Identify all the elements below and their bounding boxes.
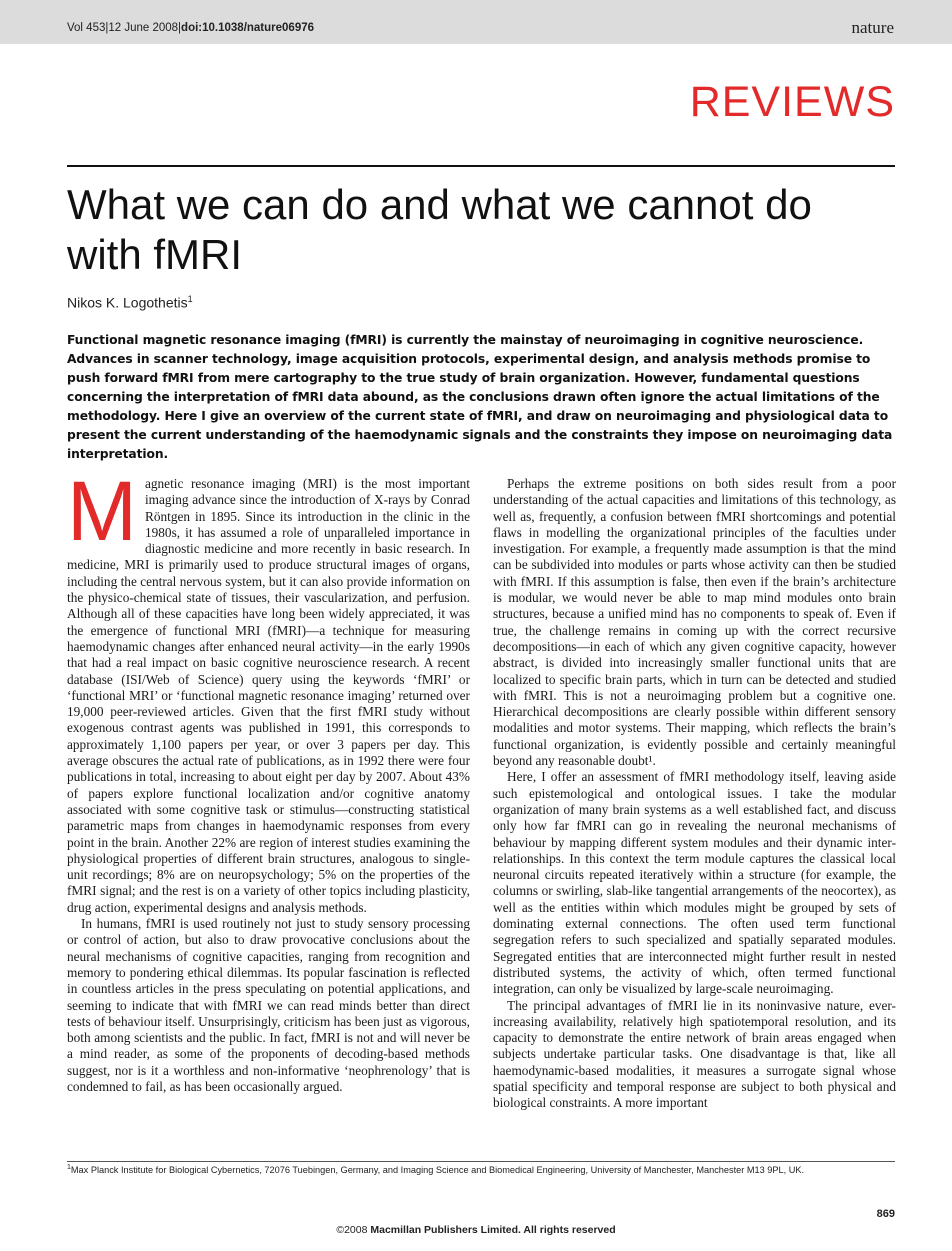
drop-cap: M: [67, 464, 137, 558]
issue-metadata: [67, 22, 314, 34]
author-name: Nikos K. Logothetis: [67, 294, 188, 311]
body-column-right: [493, 476, 896, 1112]
author-affiliation-mark: 1: [187, 294, 193, 304]
author-line: [67, 294, 193, 311]
affiliation-text: Max Planck Institute for Biological Cybernetics, 72076 Tuebingen, Germany, and Imaging Science and Biomedical Engineering, University of Manchester, Manchester M13 9PL, UK.: [70, 1165, 805, 1176]
page-number: 869: [876, 1208, 895, 1220]
journal-name: nature: [851, 18, 894, 37]
footnote-mark: 1: [67, 1164, 71, 1171]
copyright-text: Macmillan Publishers Limited. All rights reserved: [367, 1224, 616, 1236]
body-paragraph-5: The principal advantages of fMRI lie in its noninvasive nature, ever-increasing availability, relatively high spatiotemporal resolution, and its capacity to demonstrate the entire network of brain areas engaged when subjects undertake particular tasks. One disadvantage is that, like all haemodynamic-based modalities, it measures a surrogate signal whose spatial specificity and temporal response are subject to both physical and biological constraints. A more important: [493, 997, 896, 1111]
copyright-line: [0, 1224, 952, 1236]
section-label: REVIEWS: [689, 78, 895, 126]
body-paragraph-2: In humans, fMRI is used routinely not just to study sensory processing or control of action, but also to draw provocative conclusions about the neural mechanisms of cognitive capacities, ranging from recognition and memory to pondering ethical dilemmas. Its popular fascination is reflected in countless articles in the press speculating on potential applications, and seeming to indicate that with fMRI we can read minds better than direct tests of behaviour itself. Unsurprisingly, criticism has been just as vigorous, both among scientists and the public. In fact, fMRI is not and will never be a mind reader, as some of the proponents of decoding-based methods suggest, nor is it a worthless and non-informative ‘neophrenology’ that is condemned to fail, as has been occasionally argued.: [67, 916, 470, 1094]
doi-link[interactable]: doi:10.1038/nature06976: [181, 22, 315, 34]
affiliation-footnote: [67, 1164, 907, 1175]
body-column-left: [67, 464, 470, 1095]
copyright-year: ©2008: [336, 1224, 368, 1236]
abstract: Functional magnetic resonance imaging (fMRI) is currently the mainstay of neuroimaging in cognitive neuroscience. Advances in scanner technology, image acquisition protocols, experimental design, and analysis methods promise to push forward fMRI from mere cartography to the true study of brain organization. However, fundamental questions concerning the interpretation of fMRI data abound, as the conclusions drawn often ignore the actual limitations of the methodology. Here I give an overview of the current state of fMRI, and draw on neuroimaging and physiological data to present the current understanding of the haemodynamic signals and the constraints they impose on neuroimaging data interpretation.: [67, 333, 893, 461]
body-paragraph-3: Perhaps the extreme positions on both sides result from a poor understanding of the actual capacities and limitations of this technology, as well as, frequently, a confusion between fMRI shortcomings and potential flaws in modelling the organizational principles of the faculties under investigation. For example, a frequently made assumption is that the mind can be subdivided into modules or parts whose activity can then be studied with fMRI. If this assumption is false, then even if the brain’s architecture is modular, we would never be able to map mind modules onto brain structures, because a unified mind has no components to speak of. Even if true, the challenge remains in coming up with the correct recursive decompositions—in each of which any given cognitive capacity, however abstract, is divided into increasingly smaller functional units that are localized to specific brain parts, which in turn can be detected and studied with fMRI. This is not a neuroimaging problem but a cognitive one. Hierarchical decompositions are clearly possible within different sensory modalities and motor systems. Their mapping, which reflects the brain’s functional organization, is evidently possible and certainly meaningful beyond any reasonable doubt¹.: [493, 476, 896, 769]
article-title: What we can do and what we cannot do with fMRI: [67, 181, 812, 278]
footnote-rule: [67, 1161, 895, 1162]
body-paragraph-1: Magnetic resonance imaging (MRI) is the most important imaging advance since the introduction of X-rays by Conrad Röntgen in 1895. Since its introduction in the clinic in the 1980s, it has assumed a role of unparalleled importance in diagnostic medicine and more recently in basic research. In medicine, MRI is primarily used to produce structural images of organs, including the central nervous system, but it can also provide information on the physico-chemical state of tissues, their vascularization, and perfusion. Although all of these capacities have long been widely appreciated, it was the emergence of functional MRI (fMRI)—a technique for measuring haemodynamic changes after enhanced neural activity—in the early 1990s that had a real impact on basic cognitive neuroscience research. A recent database (ISI/Web of Science) query using the keywords ‘fMRI’ or ‘functional MRI’ or ‘functional magnetic resonance imaging’ returned over 19,000 peer-reviewed articles. Given that the first fMRI study without exogenous contrast agents was published in 1991, this corresponds to approximately 1,100 papers per year, or over 3 papers per day. This average obscures the actual rate of publications, as in 1992 there were four publications in total, increasing to about eight per day by 2007. About 43% of papers explore functional localization and/or cognitive anatomy associated with some cognitive task or stimulus—constructing statistical parametric maps from changes in haemodynamic responses from every point in the brain. Another 22% are region of interest studies examining the physiological properties of different brain structures, analogous to single-unit recordings; 8% are on neuropsychology; 5% on the properties of the fMRI signal; and the rest is on a variety of other topics including plasticity, drug action, experimental designs and analysis methods.: [67, 464, 470, 915]
body-paragraph-4: Here, I offer an assessment of fMRI methodology itself, leaving aside such epistemological and ontological issues. I take the modular organization of many brain systems as a well established fact, and discuss only how far fMRI can go in revealing the neuronal mechanisms of behaviour by mapping different system modules and their dynamic inter-relationships. In this context the term module captures the classical local neuronal circuits repeated iteratively within a structure (for example, the columns or swirling, slab-like tangential arrangements of the neocortex), as well as the entities within which modules might be grouped by sets of dominating external connections. The often used term functional segregation refers to such specialized and spatially separated modules. Segregated entities that are interconnected might further result in nested distributed systems, the activity of which, often termed functional integration, can only be visualized by large-scale neuroimaging.: [493, 769, 896, 997]
volume-info: Vol 453|12 June 2008|: [67, 22, 182, 34]
title-rule: [67, 165, 895, 167]
